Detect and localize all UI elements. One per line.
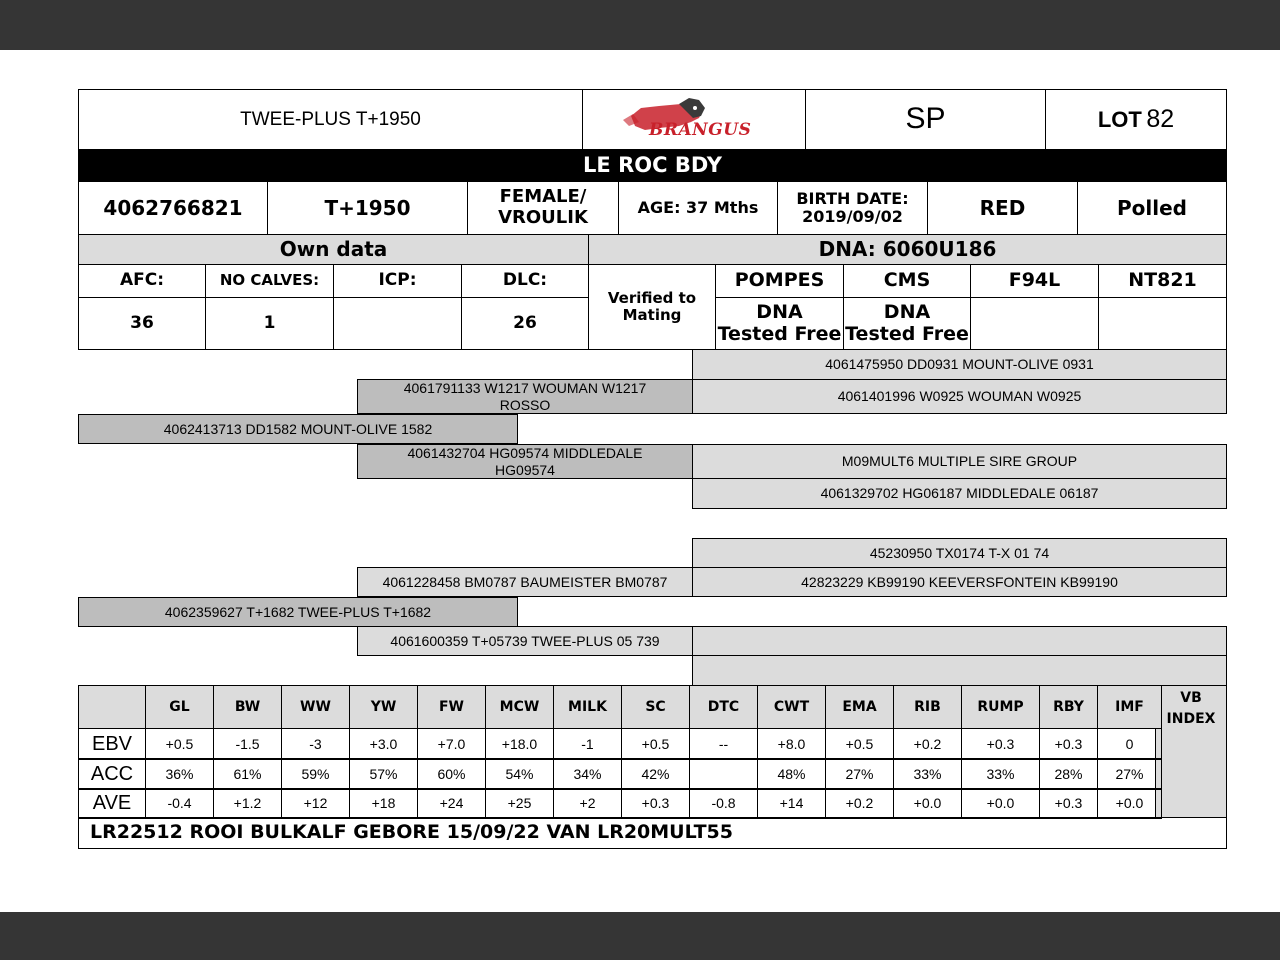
pedigree-sire-dam-sire: M09MULT6 MULTIPLE SIRE GROUP xyxy=(692,444,1227,479)
ebv-cell: +0.3 xyxy=(961,728,1040,760)
ebv-cell: +0.5 xyxy=(145,728,214,760)
dna-result-line2: Tested Free xyxy=(845,322,969,345)
verified-line2: Mating xyxy=(622,306,682,324)
dna-test-result xyxy=(1098,297,1227,350)
lot-label: LOT xyxy=(1097,106,1142,132)
ebv-cell: +0.3 xyxy=(1039,788,1098,819)
dna-test-name: CMS xyxy=(843,264,971,298)
own-data-header: AFC: xyxy=(78,264,206,298)
sex xyxy=(467,181,619,235)
grade: SP xyxy=(805,89,1046,150)
ebv-cell: 34% xyxy=(553,758,622,790)
dna-test-result xyxy=(843,297,971,350)
ebv-cell: 42% xyxy=(621,758,690,790)
ebv-cell: 57% xyxy=(349,758,418,790)
ebv-column-header: DTC xyxy=(689,685,758,729)
ebv-cell: +1.2 xyxy=(213,788,282,819)
ebv-cell: +12 xyxy=(281,788,350,819)
pedigree-sire-sire-sire: 4061475950 DD0931 MOUNT-OLIVE 0931 xyxy=(692,349,1227,380)
pedigree-dam-sire: 4061228458 BM0787 BAUMEISTER BM0787 xyxy=(357,567,693,597)
ebv-column-header: RBY xyxy=(1039,685,1098,729)
ebv-column-header: SC xyxy=(621,685,690,729)
verified-line1: Verified to xyxy=(607,288,697,307)
ebv-column-header: RIB xyxy=(893,685,962,729)
vb-index-line1: VB xyxy=(1180,690,1202,706)
dna-test-result xyxy=(715,297,844,350)
ebv-cell: +0.0 xyxy=(893,788,962,819)
pedigree-dam-dam-dam xyxy=(692,655,1227,686)
logo-text: BRANGUS xyxy=(649,120,752,140)
dna-result-line1: DNA xyxy=(883,300,931,323)
ebv-cell: +0.2 xyxy=(825,788,894,819)
birth-date xyxy=(777,181,928,235)
viewer-top-bar xyxy=(0,0,1280,50)
birth-date-label: BIRTH DATE: xyxy=(796,188,909,208)
colour: RED xyxy=(927,181,1078,235)
ebv-column-header: MCW xyxy=(485,685,554,729)
ebv-cell: -1 xyxy=(553,728,622,760)
ebv-cell: +8.0 xyxy=(757,728,826,760)
age: AGE: 37 Mths xyxy=(618,181,778,235)
ebv-cell: -1.5 xyxy=(213,728,282,760)
ebv-column-header: EMA xyxy=(825,685,894,729)
dna-result-line1: DNA xyxy=(756,300,803,323)
ebv-cell: +25 xyxy=(485,788,554,819)
pedigree-sire: 4062413713 DD1582 MOUNT-OLIVE 1582 xyxy=(78,414,518,444)
ebv-cell: +2 xyxy=(553,788,622,819)
ebv-cell: +0.5 xyxy=(621,728,690,760)
ebv-cell: +0.3 xyxy=(1039,728,1098,760)
verified-to-mating xyxy=(588,264,716,350)
ebv-cell: 33% xyxy=(961,758,1040,790)
ebv-column-header: FW xyxy=(417,685,486,729)
ebv-corner-cell xyxy=(78,685,146,729)
footer-note: LR22512 ROOI BULKALF GEBORE 15/09/22 VAN LR20MULT55 xyxy=(78,817,1227,849)
ebv-cell: +18.0 xyxy=(485,728,554,760)
pedigree-dam-sire-dam: 42823229 KB99190 KEEVERSFONTEIN KB99190 xyxy=(692,567,1227,597)
animal-tag: T+1950 xyxy=(267,181,468,235)
dna-test-name: NT821 xyxy=(1098,264,1227,298)
ebv-cell: 33% xyxy=(893,758,962,790)
ebv-cell: 54% xyxy=(485,758,554,790)
ebv-cell: +7.0 xyxy=(417,728,486,760)
pedigree-dam-dam-sire xyxy=(692,626,1227,656)
ebv-column-header: IMF xyxy=(1097,685,1162,729)
pedigree-sire-dam-dam: 4061329702 HG06187 MIDDLEDALE 06187 xyxy=(692,478,1227,509)
ebv-row-label: EBV xyxy=(78,728,146,760)
ebv-cell: -- xyxy=(689,728,758,760)
own-data-header: ICP: xyxy=(333,264,462,298)
brangus-logo xyxy=(582,89,806,150)
ebv-cell xyxy=(689,758,758,790)
ebv-cell: +0.3 xyxy=(621,788,690,819)
dna-result-line2: Tested Free xyxy=(717,322,842,345)
dna-test-name: POMPES xyxy=(715,264,844,298)
pedigree-dam-sire-sire: 45230950 TX0174 T-X 01 74 xyxy=(692,538,1227,568)
animal-name: LE ROC BDY xyxy=(78,149,1227,182)
ebv-column-header: YW xyxy=(349,685,418,729)
birth-date-value: 2019/09/02 xyxy=(802,207,903,226)
ebv-cell: +18 xyxy=(349,788,418,819)
vb-index xyxy=(1155,685,1227,818)
own-data-title: Own data xyxy=(78,234,589,265)
ebv-column-header: GL xyxy=(145,685,214,729)
ebv-row-label: AVE xyxy=(78,788,146,819)
ebv-cell: 60% xyxy=(417,758,486,790)
ebv-cell: -3 xyxy=(281,728,350,760)
ebv-cell: 61% xyxy=(213,758,282,790)
vb-index-line2: INDEX xyxy=(1166,711,1216,727)
own-data-header: NO CALVES: xyxy=(205,264,334,298)
ebv-cell: +24 xyxy=(417,788,486,819)
own-data-value: 26 xyxy=(461,297,589,350)
own-data-value: 1 xyxy=(205,297,334,350)
ebv-column-header: WW xyxy=(281,685,350,729)
ebv-cell: -0.4 xyxy=(145,788,214,819)
sex-en: FEMALE/ xyxy=(499,186,587,208)
ebv-column-header: RUMP xyxy=(961,685,1040,729)
ebv-cell: +3.0 xyxy=(349,728,418,760)
own-data-value xyxy=(333,297,462,350)
pedigree-sire-sire: 4061791133 W1217 WOUMAN W1217 ROSSO xyxy=(357,379,693,414)
sex-af: VROULIK xyxy=(498,207,588,228)
ebv-column-header: BW xyxy=(213,685,282,729)
ebv-cell: 59% xyxy=(281,758,350,790)
own-data-header: DLC: xyxy=(461,264,589,298)
ebv-cell: 48% xyxy=(757,758,826,790)
ebv-cell: 27% xyxy=(825,758,894,790)
ebv-cell: +14 xyxy=(757,788,826,819)
ebv-column-header: CWT xyxy=(757,685,826,729)
lot-box xyxy=(1045,89,1227,150)
ebv-cell: 27% xyxy=(1097,758,1162,790)
ebv-column-header: MILK xyxy=(553,685,622,729)
ebv-cell: 36% xyxy=(145,758,214,790)
horn-status: Polled xyxy=(1077,181,1227,235)
ebv-cell: 28% xyxy=(1039,758,1098,790)
ebv-cell: -0.8 xyxy=(689,788,758,819)
ebv-cell: 0 xyxy=(1097,728,1162,760)
own-data-value: 36 xyxy=(78,297,206,350)
breeder-name: TWEE-PLUS T+1950 xyxy=(78,89,583,150)
lot-number: 82 xyxy=(1146,105,1175,134)
ebv-cell: +0.0 xyxy=(1097,788,1162,819)
pedigree-sire-sire-dam: 4061401996 W0925 WOUMAN W0925 xyxy=(692,379,1227,414)
pedigree-sire-dam: 4061432704 HG09574 MIDDLEDALE HG09574 xyxy=(357,444,693,479)
pedigree-dam-dam: 4061600359 T+05739 TWEE-PLUS 05 739 xyxy=(357,626,693,656)
dna-title: DNA: 6060U186 xyxy=(588,234,1227,265)
viewer-bottom-bar xyxy=(0,912,1280,960)
animal-id: 4062766821 xyxy=(78,181,268,235)
pedigree-dam: 4062359627 T+1682 TWEE-PLUS T+1682 xyxy=(78,597,518,627)
dna-test-result xyxy=(970,297,1099,350)
ebv-row-label: ACC xyxy=(78,758,146,790)
ebv-cell: +0.2 xyxy=(893,728,962,760)
ebv-cell: +0.5 xyxy=(825,728,894,760)
ebv-cell: +0.0 xyxy=(961,788,1040,819)
dna-test-name: F94L xyxy=(970,264,1099,298)
